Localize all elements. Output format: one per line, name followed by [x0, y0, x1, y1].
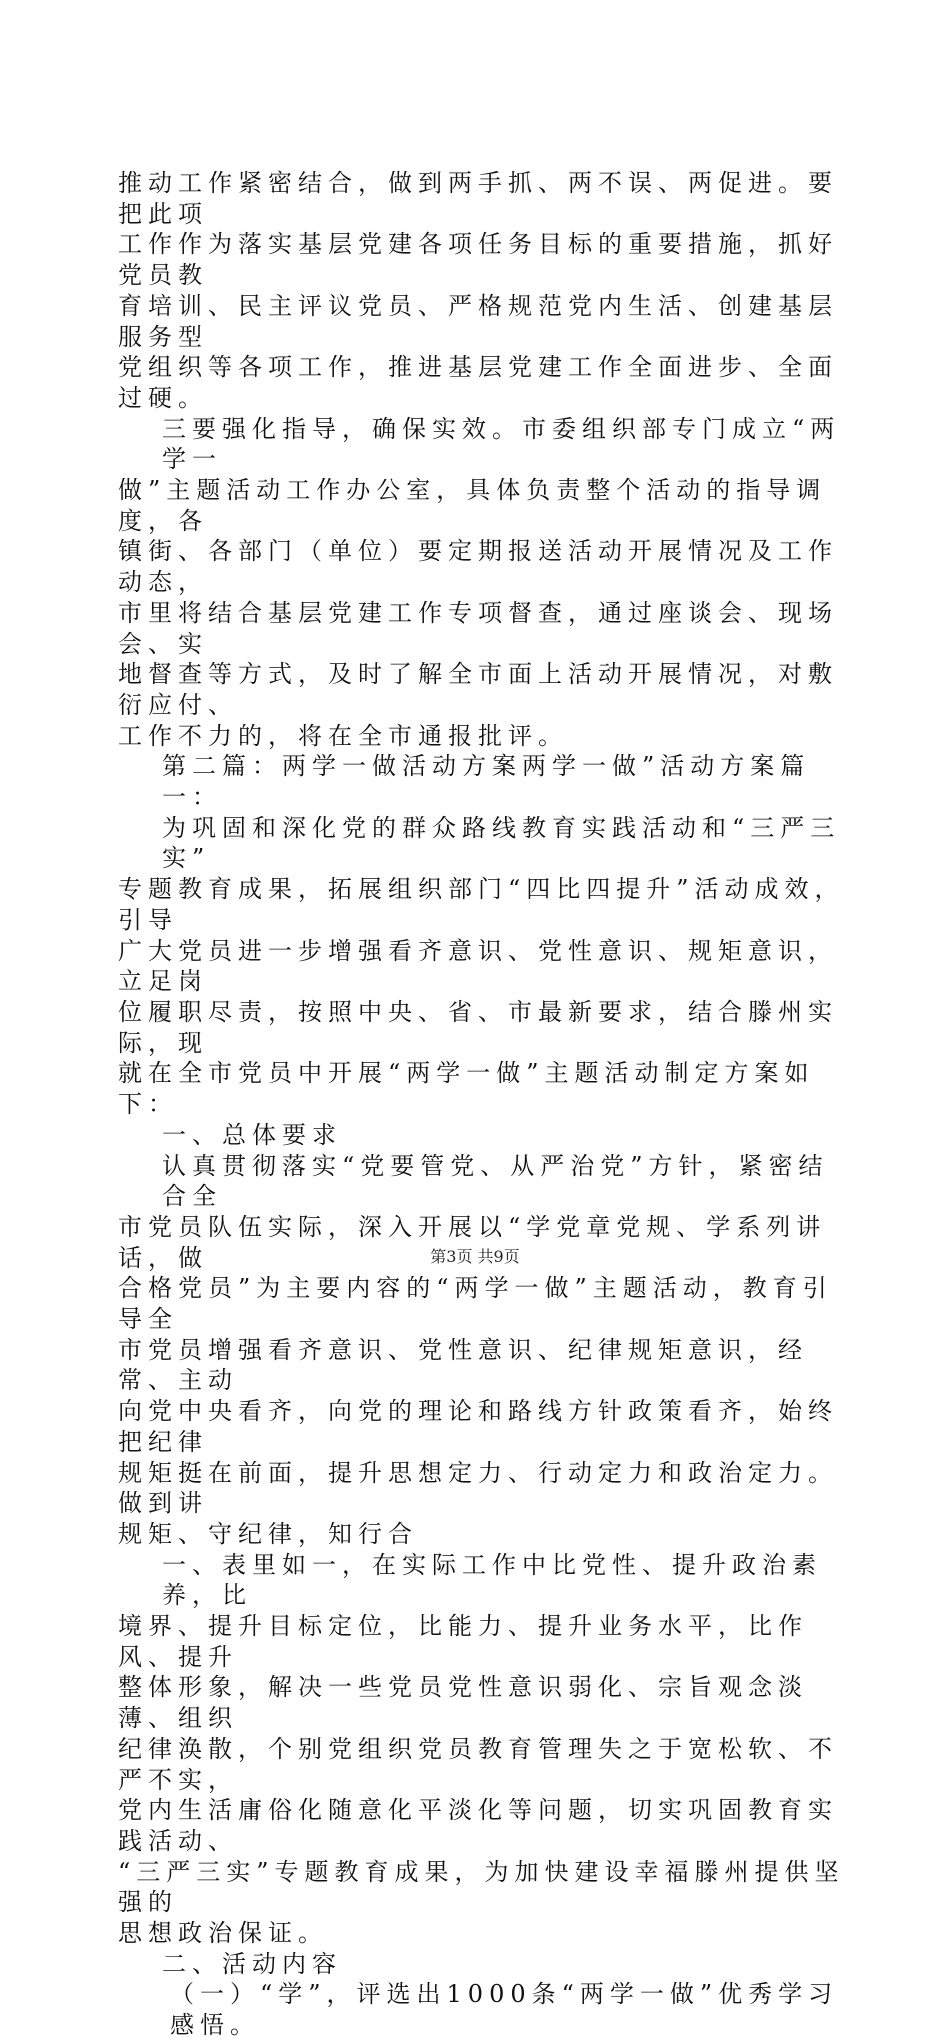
text-line: （一）“学”，评选出1000条“两学一做”优秀学习感悟。	[170, 1980, 839, 2040]
paragraph	[118, 751, 858, 812]
text-line: 二、活动内容	[162, 1949, 342, 1978]
text-line: 地督查等方式，及时了解全市面上活动开展情况，对敷衍应付、	[118, 660, 838, 719]
text-line: 工作不力的，将在全市通报批评。	[118, 721, 568, 750]
text-line: 一、表里如一，在实际工作中比党性、提升政治素养，比	[162, 1550, 822, 1610]
text-line: 育培训、民主评议党员、严格规范党内生活、创建基层服务型	[118, 291, 838, 351]
text-line: 广大党员进一步增强看齐意识、党性意识、规矩意识，立足岗	[118, 936, 838, 996]
text-line: 规矩、守纪律，知行合	[118, 1519, 418, 1548]
paragraph	[118, 1949, 858, 1980]
text-line: 就在全市党员中开展“两学一做”主题活动制定方案如下：	[118, 1059, 815, 1119]
text-line: 思想政治保证。	[118, 1919, 328, 1948]
text-line: 合格党员”为主要内容的“两学一做”主题活动，教育引导全	[118, 1274, 833, 1334]
text-line: 做”主题活动工作办公室，具体负责整个活动的指导调度，各	[118, 476, 827, 535]
text-line: 市党员增强看齐意识、党性意识、纪律规矩意识，经常、主动	[118, 1335, 808, 1395]
text-line: “三严三实”专题教育成果，为加快建设幸福滕州提供坚强的	[118, 1857, 845, 1917]
paragraph	[118, 414, 858, 752]
text-line: 市党员队伍实际，深入开展以“学党章党规、学系列讲话，做	[118, 1212, 827, 1272]
text-line: 整体形象，解决一些党员党性意识弱化、宗旨观念淡薄、组织	[118, 1673, 808, 1733]
page-footer: 第3页 共9页	[430, 1247, 520, 1266]
paragraph	[118, 1550, 858, 1949]
document-body	[118, 168, 858, 2041]
paragraph	[118, 813, 858, 1120]
text-line: 党组织等各项工作，推进基层党建工作全面进步、全面过硬。	[118, 353, 838, 412]
paragraph	[118, 1979, 858, 2040]
paragraph	[118, 1120, 858, 1151]
text-line: 工作作为落实基层党建各项任务目标的重要措施，抓好党员教	[118, 230, 838, 290]
text-line: 为巩固和深化党的群众路线教育实践活动和“三严三实”	[162, 813, 841, 873]
text-line: 一、总体要求	[162, 1120, 342, 1149]
text-line: 党内生活庸俗化随意化平淡化等问题，切实巩固教育实践活动、	[118, 1796, 838, 1855]
text-line: 认真贯彻落实“党要管党、从严治党”方针，紧密结合全	[162, 1151, 829, 1211]
text-line: 市里将结合基层党建工作专项督查，通过座谈会、现场会、实	[118, 598, 838, 658]
text-line: 推动工作紧密结合，做到两手抓、两不误、两促进。要把此项	[118, 169, 838, 228]
text-line: 专题教育成果，拓展组织部门“四比四提升”活动成效，引导	[118, 875, 845, 934]
text-line: 三要强化指导，确保实效。市委组织部专门成立“两学一	[162, 414, 841, 474]
text-line: 境界、提升目标定位，比能力、提升业务水平，比作风、提升	[118, 1612, 808, 1671]
paragraph	[118, 1151, 858, 1550]
text-line: 镇街、各部门（单位）要定期报送活动开展情况及工作动态，	[118, 537, 838, 597]
text-line: 向党中央看齐，向党的理论和路线方针政策看齐，始终把纪律	[118, 1397, 838, 1456]
text-line: 位履职尽责，按照中央、省、市最新要求，结合滕州实际，现	[118, 997, 838, 1057]
text-line: 第二篇：两学一做活动方案两学一做”活动方案篇一：	[162, 752, 811, 812]
text-line: 规矩挺在前面，提升思想定力、行动定力和政治定力。做到讲	[118, 1458, 838, 1518]
text-line: 纪律涣散，个别党组织党员教育管理失之于宽松软、不严不实，	[118, 1734, 838, 1794]
paragraph	[118, 168, 858, 414]
